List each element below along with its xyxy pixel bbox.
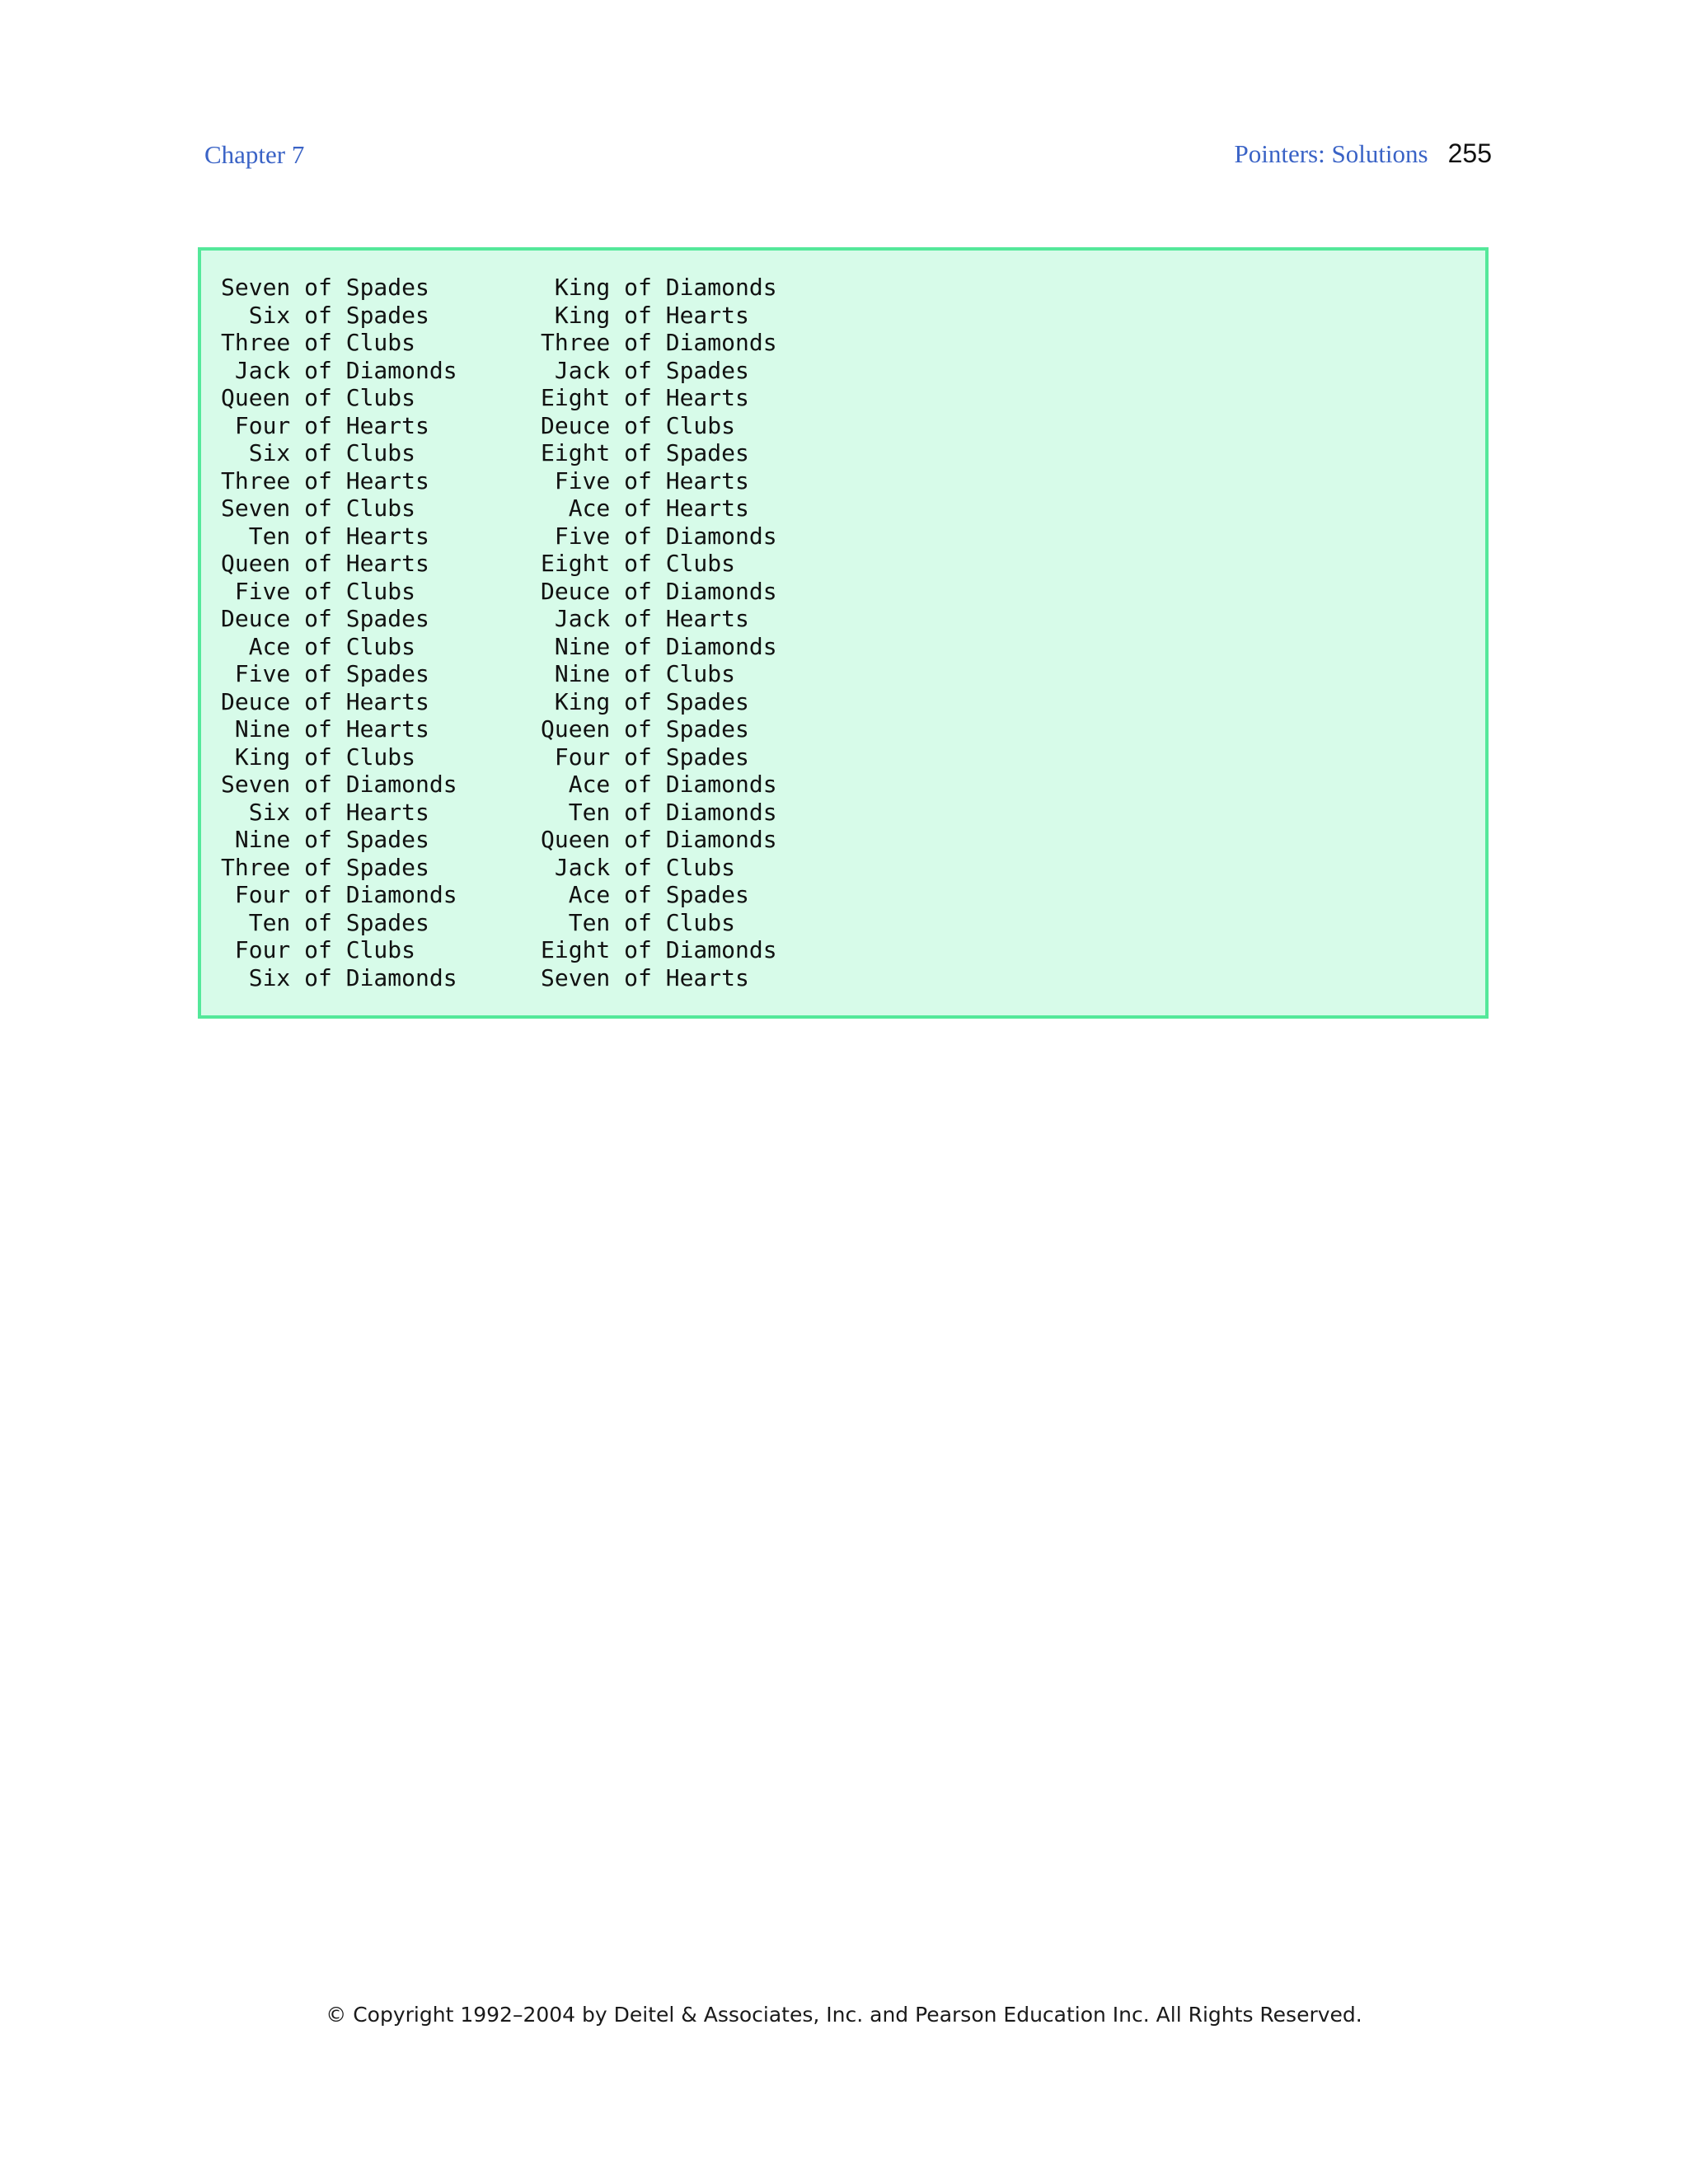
output-line: Three of Spades: [221, 853, 429, 881]
output-right-column: [541, 274, 870, 991]
output-line: Four of Hearts: [221, 411, 429, 439]
output-line: Ace of Spades: [541, 881, 749, 908]
output-line: Six of Clubs: [221, 439, 416, 466]
output-line: Deuce of Spades: [221, 605, 429, 632]
output-line: Nine of Diamonds: [541, 632, 777, 660]
output-line: Five of Spades: [221, 660, 429, 687]
output-line: Four of Diamonds: [221, 881, 457, 908]
output-line: Six of Diamonds: [221, 963, 457, 991]
program-output-box: [198, 247, 1489, 1019]
output-line: Ten of Diamonds: [541, 798, 777, 826]
output-line: Ten of Hearts: [221, 522, 429, 550]
output-line: Three of Hearts: [221, 466, 429, 494]
output-line: King of Clubs: [221, 743, 416, 771]
output-line: Jack of Hearts: [541, 605, 749, 632]
output-line: King of Spades: [541, 687, 749, 715]
output-line: Five of Diamonds: [541, 522, 777, 550]
output-line: Four of Clubs: [221, 936, 416, 963]
output-line: Jack of Spades: [541, 356, 749, 384]
output-line: Nine of Hearts: [221, 715, 429, 743]
output-line: Nine of Spades: [221, 826, 429, 853]
output-line: Seven of Hearts: [541, 963, 749, 991]
output-line: Deuce of Diamonds: [541, 577, 777, 605]
output-line: Ten of Clubs: [541, 908, 736, 936]
output-line: Eight of Diamonds: [541, 936, 777, 963]
section-title: Pointers: Solutions: [1234, 139, 1428, 168]
output-line: Ace of Hearts: [541, 494, 749, 522]
output-line: Queen of Clubs: [221, 384, 416, 411]
running-header: [1234, 138, 1492, 169]
output-line: Five of Clubs: [221, 577, 416, 605]
output-line: Ace of Clubs: [221, 632, 416, 660]
output-line: Nine of Clubs: [541, 660, 736, 687]
output-line: King of Hearts: [541, 301, 749, 329]
output-line: Three of Diamonds: [541, 329, 777, 356]
output-line: King of Diamonds: [541, 274, 777, 301]
output-line: Queen of Diamonds: [541, 826, 777, 853]
output-line: Jack of Clubs: [541, 853, 736, 881]
page-number: 255: [1447, 138, 1492, 168]
output-line: Ace of Diamonds: [541, 771, 777, 798]
output-line: Eight of Hearts: [541, 384, 749, 411]
output-line: Queen of Hearts: [221, 550, 429, 577]
output-line: Seven of Clubs: [221, 494, 416, 522]
output-line: Four of Spades: [541, 743, 749, 771]
output-line: Ten of Spades: [221, 908, 429, 936]
output-left-column: [221, 274, 541, 991]
output-line: Jack of Diamonds: [221, 356, 457, 384]
output-line: Deuce of Hearts: [221, 687, 429, 715]
output-line: Eight of Clubs: [541, 550, 736, 577]
output-line: Seven of Diamonds: [221, 771, 457, 798]
output-line: Six of Hearts: [221, 798, 429, 826]
output-line: Queen of Spades: [541, 715, 749, 743]
output-line: Deuce of Clubs: [541, 411, 736, 439]
output-line: Seven of Spades: [221, 274, 429, 301]
output-line: Six of Spades: [221, 301, 429, 329]
output-line: Eight of Spades: [541, 439, 749, 466]
output-columns: [221, 274, 870, 991]
output-line: Three of Clubs: [221, 329, 416, 356]
output-line: Five of Hearts: [541, 466, 749, 494]
chapter-label: Chapter 7: [204, 140, 305, 169]
copyright-footer: © Copyright 1992–2004 by Deitel & Associates, Inc. and Pearson Education Inc. All Rights Reserved.: [326, 2003, 1362, 2027]
